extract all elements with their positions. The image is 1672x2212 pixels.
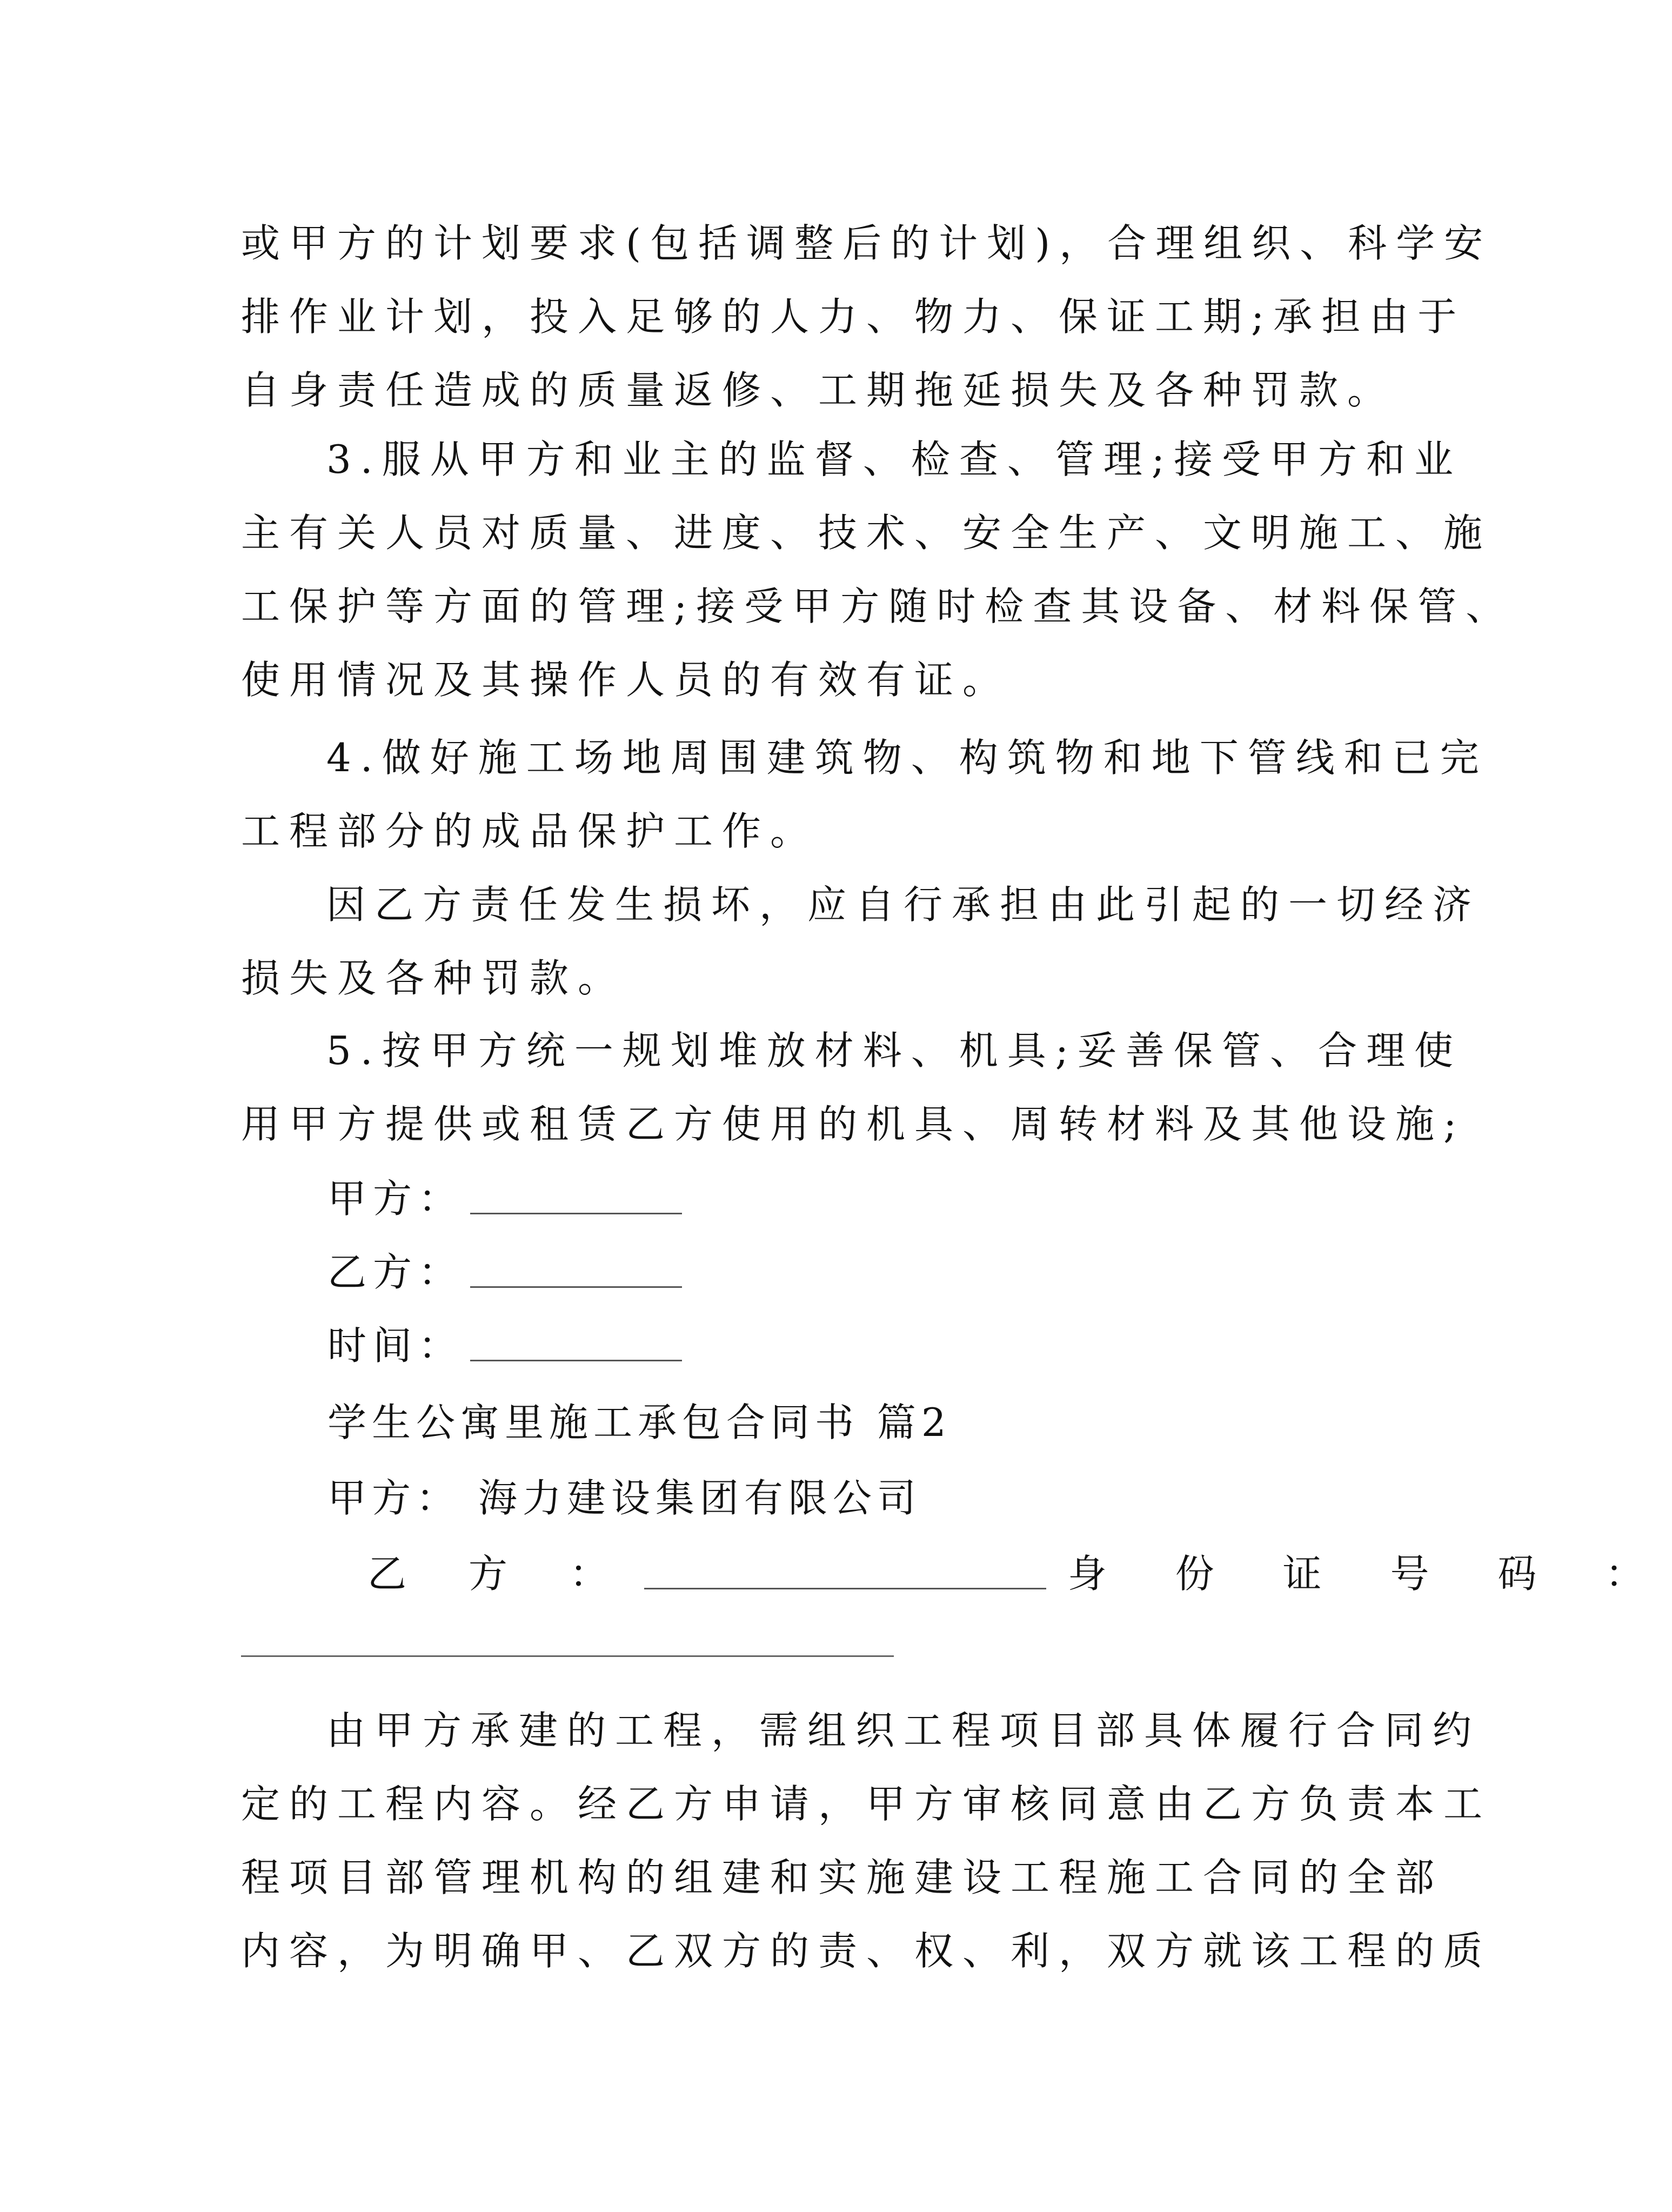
text-line: 3.服从甲方和业主的监督、检查、管理;接受甲方和业	[326, 437, 1462, 482]
party-a-label: 甲方：	[327, 1176, 464, 1221]
clause-3	[241, 423, 1514, 717]
text-line: 因乙方责任发生损坏，应自行承担由此引起的一切经济	[326, 882, 1481, 927]
time-blank[interactable]	[470, 1318, 682, 1361]
text-line: 自身责任造成的质量返修、工期拖延损失及各种罚款。	[241, 367, 1396, 413]
time-label: 时间：	[327, 1323, 464, 1368]
text-line: 4.做好施工场地周围建筑物、构筑物和地下管线和已完	[326, 735, 1488, 780]
section-2-party-b-label: 乙 方 ：	[367, 1551, 633, 1596]
clause-5	[241, 1014, 1466, 1161]
paragraph-final	[241, 1694, 1492, 1988]
text-line: 工保护等方面的管理;接受甲方随时检查其设备、材料保管、	[241, 584, 1514, 629]
time-signature	[327, 1309, 682, 1382]
party-a-blank[interactable]	[470, 1171, 682, 1214]
party-b-signature	[327, 1235, 682, 1309]
text-line: 或甲方的计划要求(包括调整后的计划)，合理组织、科学安	[241, 220, 1493, 266]
party-a-signature	[327, 1162, 682, 1235]
text-line: 损失及各种罚款。	[241, 955, 626, 1001]
damage-paragraph	[241, 868, 1481, 1015]
text-line: 主有关人员对质量、进度、技术、安全生产、文明施工、施	[241, 510, 1492, 556]
clause-4	[241, 721, 1488, 868]
text-line: 内容，为明确甲、乙双方的责、权、利，双方就该工程的质	[241, 1928, 1492, 1974]
text-line: 使用情况及其操作人员的有效有证。	[241, 657, 1011, 703]
section-2-party-a: 甲方： 海力建设集团有限公司	[327, 1475, 921, 1521]
text-line: 工程部分的成品保护工作。	[241, 808, 819, 854]
paragraph-1	[241, 206, 1493, 427]
text-line: 由甲方承建的工程，需组织工程项目部具体履行合同约	[326, 1708, 1481, 1753]
section-2-party-b-row	[367, 1537, 1672, 1610]
text-line: 用甲方提供或租赁乙方使用的机具、周转材料及其他设施;	[241, 1101, 1466, 1147]
party-b-blank[interactable]	[470, 1244, 682, 1288]
text-line: 定的工程内容。经乙方申请，甲方审核同意由乙方负责本工	[241, 1781, 1492, 1827]
party-b-label: 乙方：	[327, 1249, 464, 1295]
id-number-blank[interactable]	[241, 1655, 894, 1657]
text-line: 排作业计划，投入足够的人力、物力、保证工期;承担由于	[241, 294, 1466, 339]
text-line: 5.按甲方统一规划堆放材料、机具;妥善保管、合理使	[326, 1028, 1462, 1073]
text-line: 程项目部管理机构的组建和实施建设工程施工合同的全部	[241, 1855, 1444, 1900]
section-2-heading: 学生公寓里施工承包合同书 篇2	[327, 1400, 952, 1445]
id-number-label: 身 份 证 号 码 ：	[1067, 1551, 1672, 1596]
party-b-name-blank[interactable]	[644, 1546, 1046, 1589]
